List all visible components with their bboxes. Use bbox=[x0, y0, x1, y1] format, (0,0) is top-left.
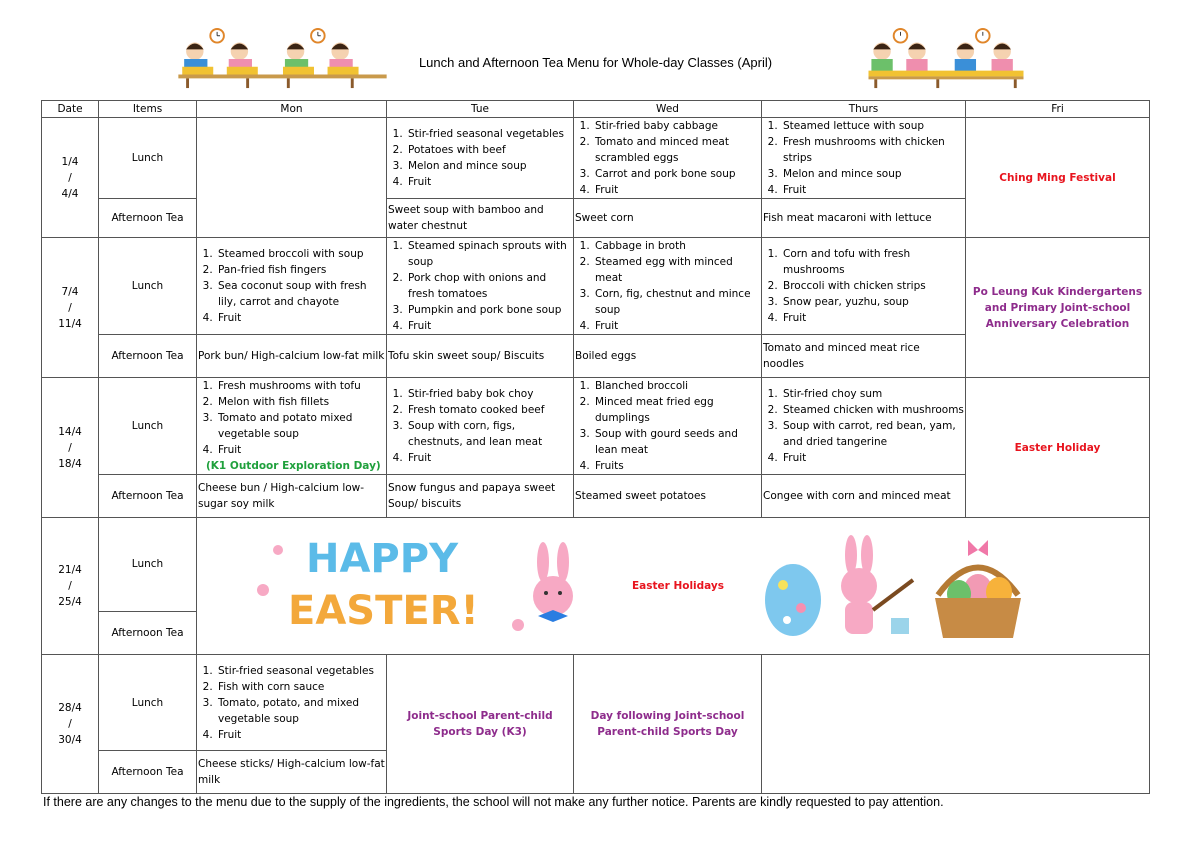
lunch-cell: 1. Stir-fried baby bok choy 2. Fresh tomato cooked beef 3. Soup with corn, figs, chestnuts, and lean meat 4. Fruit bbox=[387, 378, 574, 475]
tea-cell: Sweet soup with bamboo and water chestnut bbox=[387, 199, 574, 238]
header-date: Date bbox=[42, 101, 99, 118]
lunch-cell: 1. Fresh mushrooms with tofu 2. Melon with fish fillets 3. Tomato and potato mixed vegetable soup 4. Fruit (K1 Outdoor Exploration Day) bbox=[197, 378, 387, 475]
header-tue: Tue bbox=[387, 101, 574, 118]
item-label: Lunch bbox=[99, 518, 197, 612]
item-label: Lunch bbox=[99, 378, 197, 475]
week-date: 14/4 / 18/4 bbox=[42, 378, 99, 518]
lunch-cell: 1. Stir-fried seasonal vegetables 2. Potatoes with beef 3. Melon and mince soup 4. Fruit bbox=[387, 118, 574, 199]
tea-cell: Fish meat macaroni with lettuce bbox=[762, 199, 966, 238]
item-label: Lunch bbox=[99, 118, 197, 199]
menu-table bbox=[41, 100, 1150, 794]
header-fri: Fri bbox=[966, 101, 1150, 118]
happy-easter-illustration bbox=[248, 530, 588, 640]
tea-cell: Tomato and minced meat rice noodles bbox=[762, 335, 966, 378]
lunch-cell: 1. Blanched broccoli 2. Minced meat fried egg dumplings 3. Soup with gourd seeds and lean meat 4. Fruits bbox=[574, 378, 762, 475]
week4-lunch-row bbox=[42, 518, 1150, 612]
header-mon: Mon bbox=[197, 101, 387, 118]
easter-egg-basket-illustration bbox=[763, 530, 1033, 645]
week-date: 28/4 / 30/4 bbox=[42, 655, 99, 794]
holiday-label: Ching Ming Festival bbox=[966, 118, 1150, 238]
lunch-cell: 1. Corn and tofu with fresh mushrooms 2. Broccoli with chicken strips 3. Snow pear, yuzhu, soup 4. Fruit bbox=[762, 238, 966, 335]
lunch-cell: 1. Steamed lettuce with soup 2. Fresh mushrooms with chicken strips 3. Melon and mince soup 4. Fruit bbox=[762, 118, 966, 199]
week-date: 1/4 / 4/4 bbox=[42, 118, 99, 238]
header-row bbox=[42, 101, 1150, 118]
footer-note: If there are any changes to the menu due to the supply of the ingredients, the school will not make any further notice. Parents are kindly requested to pay attention. bbox=[43, 795, 944, 809]
tea-cell: Steamed sweet potatoes bbox=[574, 475, 762, 518]
easter-banner-cell bbox=[197, 518, 1150, 655]
item-label: Afternoon Tea bbox=[99, 751, 197, 794]
week5-lunch-row bbox=[42, 655, 1150, 751]
lunch-cell: 1. Cabbage in broth 2. Steamed egg with minced meat 3. Corn, fig, chestnut and mince soup 4. Fruit bbox=[574, 238, 762, 335]
week1-lunch-row bbox=[42, 118, 1150, 199]
item-label: Afternoon Tea bbox=[99, 475, 197, 518]
week-date: 21/4 / 25/4 bbox=[42, 518, 99, 655]
lunch-cell: 1. Stir-fried seasonal vegetables 2. Fish with corn sauce 3. Tomato, potato, and mixed vegetable soup 4. Fruit bbox=[197, 655, 387, 751]
header-wed: Wed bbox=[574, 101, 762, 118]
tea-cell: Boiled eggs bbox=[574, 335, 762, 378]
item-label: Lunch bbox=[99, 655, 197, 751]
easter-holidays-label: Easter Holidays bbox=[631, 580, 725, 592]
clock-icon bbox=[210, 29, 324, 43]
empty-cell bbox=[762, 655, 1150, 794]
item-label: Afternoon Tea bbox=[99, 335, 197, 378]
bunny-painter-icon bbox=[841, 535, 913, 634]
lunch-cell: 1. Steamed spinach sprouts with soup 2. Pork chop with onions and fresh tomatoes 3. Pumpkin and pork bone soup 4. Fruit bbox=[387, 238, 574, 335]
header-items: Items bbox=[99, 101, 197, 118]
outdoor-day-note: (K1 Outdoor Exploration Day) bbox=[206, 460, 381, 472]
tea-cell: Pork bun/ High-calcium low-fat milk bbox=[197, 335, 387, 378]
tea-cell: Cheese bun / High-calcium low-sugar soy milk bbox=[197, 475, 387, 518]
lunch-cell: 1. Stir-fried baby cabbage 2. Tomato and minced meat scrambled eggs 3. Carrot and pork bone soup 4. Fruit bbox=[574, 118, 762, 199]
tea-cell: Cheese sticks/ High-calcium low-fat milk bbox=[197, 751, 387, 794]
week2-lunch-row bbox=[42, 238, 1150, 335]
easter-egg-icon bbox=[765, 564, 821, 636]
mon-cell-empty bbox=[197, 118, 387, 238]
week3-lunch-row bbox=[42, 378, 1150, 475]
easter-text: EASTER! bbox=[288, 588, 479, 634]
happy-text: HAPPY bbox=[306, 536, 459, 582]
sports-day-label: Joint-school Parent-child Sports Day (K3) bbox=[387, 655, 574, 794]
item-label: Lunch bbox=[99, 238, 197, 335]
day-after-sports-label: Day following Joint-school Parent-child Sports Day bbox=[574, 655, 762, 794]
lunch-cell: 1. Steamed broccoli with soup 2. Pan-fried fish fingers 3. Sea coconut soup with fresh lily, carrot and chayote 4. Fruit bbox=[197, 238, 387, 335]
tea-cell: Snow fungus and papaya sweet Soup/ biscuits bbox=[387, 475, 574, 518]
tea-cell: Tofu skin sweet soup/ Biscuits bbox=[387, 335, 574, 378]
page-title: Lunch and Afternoon Tea Menu for Whole-day Classes (April) bbox=[418, 55, 773, 70]
week-date: 7/4 / 11/4 bbox=[42, 238, 99, 378]
tea-cell: Congee with corn and minced meat bbox=[762, 475, 966, 518]
event-label: Po Leung Kuk Kindergartens and Primary Joint-school Anniversary Celebration bbox=[966, 238, 1150, 378]
clock-icon bbox=[894, 29, 990, 43]
bunny-icon bbox=[533, 542, 573, 622]
tea-cell: Sweet corn bbox=[574, 199, 762, 238]
holiday-label: Easter Holiday bbox=[966, 378, 1150, 518]
header-thu: Thurs bbox=[762, 101, 966, 118]
basket-icon bbox=[935, 540, 1021, 638]
item-label: Afternoon Tea bbox=[99, 199, 197, 238]
item-label: Afternoon Tea bbox=[99, 611, 197, 654]
lunch-cell: 1. Stir-fried choy sum 2. Steamed chicken with mushrooms 3. Soup with carrot, red bean, yam, and dried tangerine 4. Fruit bbox=[762, 378, 966, 475]
